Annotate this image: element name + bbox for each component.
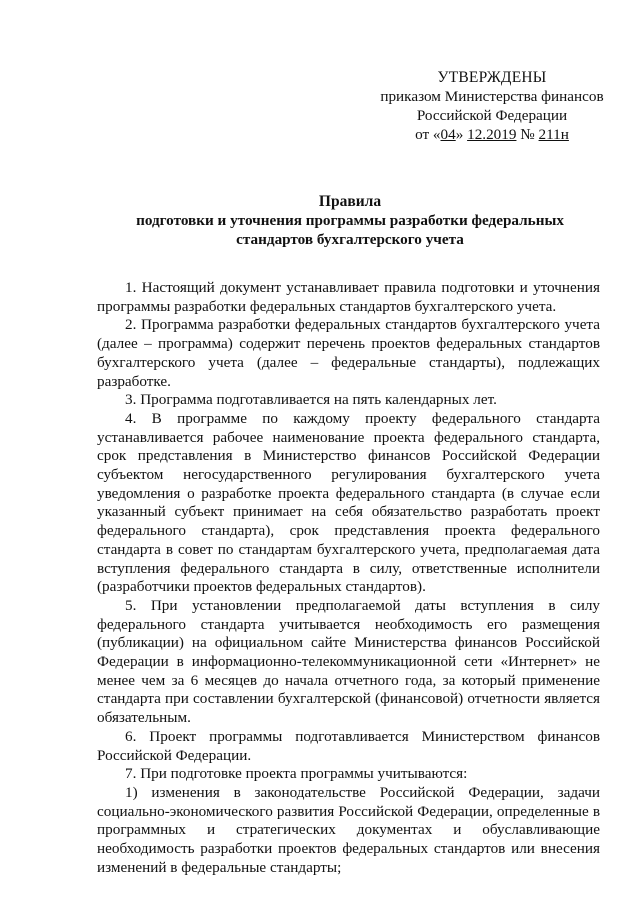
date-prefix: от «	[415, 126, 441, 143]
paragraph-7-item-1: 1) изменения в законодательстве Российской Федерации, задачи социально-экономического развития Российской Федерации, определенные в программных и стратегических документах и обуславливающие необходимость разработки проектов федеральных стандартов или внесения изменений в федеральные стандарты;	[97, 783, 600, 876]
approval-stamp	[372, 68, 612, 144]
document-title	[100, 192, 600, 249]
title-line-1: Правила	[318, 193, 382, 210]
date-month-year: 12.2019	[467, 126, 517, 143]
paragraph-1: 1. Настоящий документ устанавливает правила подготовки и уточнения программы разработки федеральных стандартов бухгалтерского учета.	[97, 279, 600, 315]
number-sign: №	[516, 126, 539, 143]
paragraph-7: 7. При подготовке проекта программы учитываются:	[125, 765, 468, 783]
approval-line-1: приказом Министерства финансов	[380, 88, 604, 105]
approval-line-2: Российской Федерации	[416, 107, 568, 124]
paragraph-4: 4. В программе по каждому проекту федерального стандарта устанавливается рабочее наименование проекта федерального стандарта, срок представления в Министерство финансов Российской Федерации субъектом негосударственного регулирования бухгалтерского учета уведомления о разработке проекта федерального стандарта (в случае если указанный субъект принимает на себя обязательство разработать проект федерального стандарта), срок представления проекта федерального стандарта в совет по стандартам бухгалтерского учета, предполагаемая дата вступления федерального стандарта в силу, ответственные исполнители (разработчики проектов федеральных стандартов).	[97, 409, 600, 596]
approval-date-line	[372, 125, 612, 144]
date-mid: »	[455, 126, 468, 143]
title-line-2: подготовки и уточнения программы разработки федеральных	[136, 212, 564, 229]
document-body	[97, 279, 600, 878]
approval-heading: УТВЕРЖДЕНЫ	[437, 69, 547, 86]
date-day: 04	[440, 126, 456, 143]
paragraph-5: 5. При установлении предполагаемой даты вступления в силу федерального стандарта учитывается необходимость его размещения (публикации) на официальном сайте Министерства финансов Российской Федерации в информационно-телекоммуникационной сети «Интернет» не менее чем за 6 месяцев до начала отчетного года, за который применение стандарта при составлении бухгалтерской (финансовой) отчетности является обязательным.	[97, 596, 600, 727]
order-number: 211н	[538, 126, 569, 143]
paragraph-6: 6. Проект программы подготавливается Министерством финансов Российской Федерации.	[97, 727, 600, 764]
title-line-3: стандартов бухгалтерского учета	[236, 231, 464, 248]
paragraph-2: 2. Программа разработки федеральных стандартов бухгалтерского учета (далее – программа) содержит перечень проектов федеральных стандартов бухгалтерского учета (далее – федеральные стандарты), подлежащих разработке.	[97, 316, 600, 390]
paragraph-3: 3. Программа подготавливается на пять календарных лет.	[125, 391, 497, 409]
